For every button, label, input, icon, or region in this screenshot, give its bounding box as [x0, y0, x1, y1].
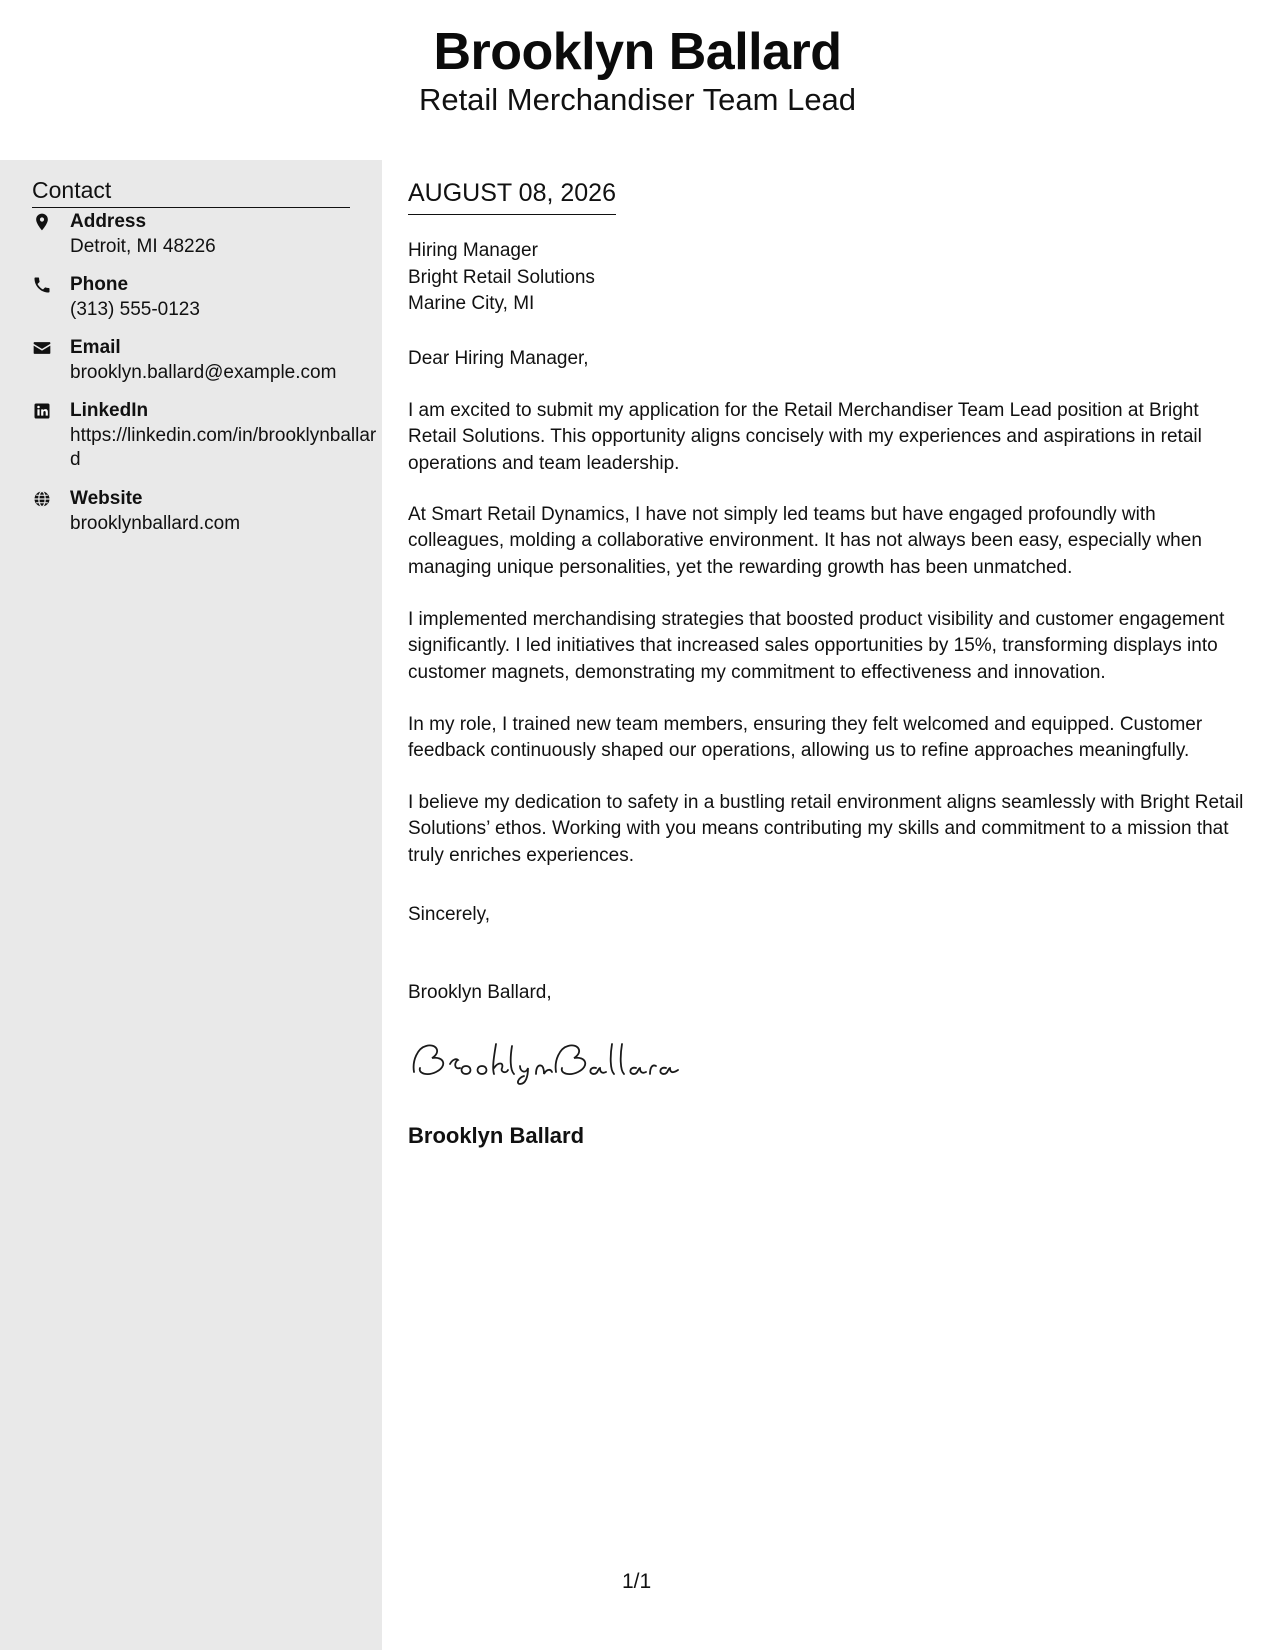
contact-label: Phone: [70, 274, 129, 295]
recipient-block: [408, 238, 595, 318]
letter-body: [382, 160, 1275, 1650]
contact-label: Address: [70, 211, 147, 232]
contact-label: Email: [70, 337, 121, 358]
sign-off-name: Brooklyn Ballard,: [408, 982, 552, 1003]
letter-header: [0, 0, 1275, 160]
handwritten-signature: [404, 1030, 684, 1090]
paragraph: I am excited to submit my application for the Retail Merchandiser Team Lead position at Bright Retail Solutions. This opportunity aligns concisely with my experiences and aspirations in retail operations and team leadership.: [408, 400, 1202, 474]
salutation: Dear Hiring Manager,: [408, 348, 589, 369]
letter-date: AUGUST 08, 2026: [408, 179, 616, 215]
paragraph: In my role, I trained new team members, ensuring they felt welcomed and equipped. Customer feedback continuously shaped our operations, allowing us to refine approaches meaningfully.: [408, 714, 1203, 762]
recipient-line: Hiring Manager: [408, 240, 538, 261]
globe-icon: [32, 489, 54, 511]
printed-name: Brooklyn Ballard: [408, 1123, 585, 1148]
map-pin-icon: [32, 212, 54, 234]
contact-value[interactable]: brooklynballard.com: [70, 513, 241, 534]
applicant-title: Retail Merchandiser Team Lead: [418, 82, 857, 117]
phone-icon: [32, 275, 54, 297]
contact-label: Website: [70, 488, 143, 509]
paragraph: At Smart Retail Dynamics, I have not simply led teams but have engaged profoundly with colleagues, molding a collaborative environment. It has not always been easy, especially when managing unique personalities, yet the rewarding growth has been unmatched.: [408, 504, 1202, 578]
closing: Sincerely,: [408, 904, 491, 925]
recipient-line: Marine City, MI: [408, 293, 535, 314]
paragraph: I implemented merchandising strategies that boosted product visibility and customer engagement significantly. I led initiatives that increased sales opportunities by 15%, transforming displays into customer magnets, demonstrating my commitment to effectiveness and innovation.: [408, 609, 1225, 683]
paragraph: I believe my dedication to safety in a bustling retail environment aligns seamlessly with Bright Retail Solutions’ ethos. Working with you means contributing my skills and commitment to a mission that truly enriches experiences.: [408, 792, 1244, 866]
applicant-name: Brooklyn Ballard: [433, 23, 842, 81]
contact-label: LinkedIn: [70, 400, 149, 421]
contact-heading: Contact: [32, 177, 350, 208]
contact-value[interactable]: brooklyn.ballard@example.com: [70, 362, 337, 383]
contact-value[interactable]: https://linkedin.com/in/brooklynballard: [70, 425, 377, 470]
contact-value: (313) 555-0123: [70, 299, 200, 320]
linkedin-icon: [32, 401, 54, 423]
contact-value: Detroit, MI 48226: [70, 236, 216, 257]
envelope-icon: [32, 338, 54, 360]
page-number: 1/1: [622, 1570, 652, 1593]
recipient-line: Bright Retail Solutions: [408, 266, 595, 288]
